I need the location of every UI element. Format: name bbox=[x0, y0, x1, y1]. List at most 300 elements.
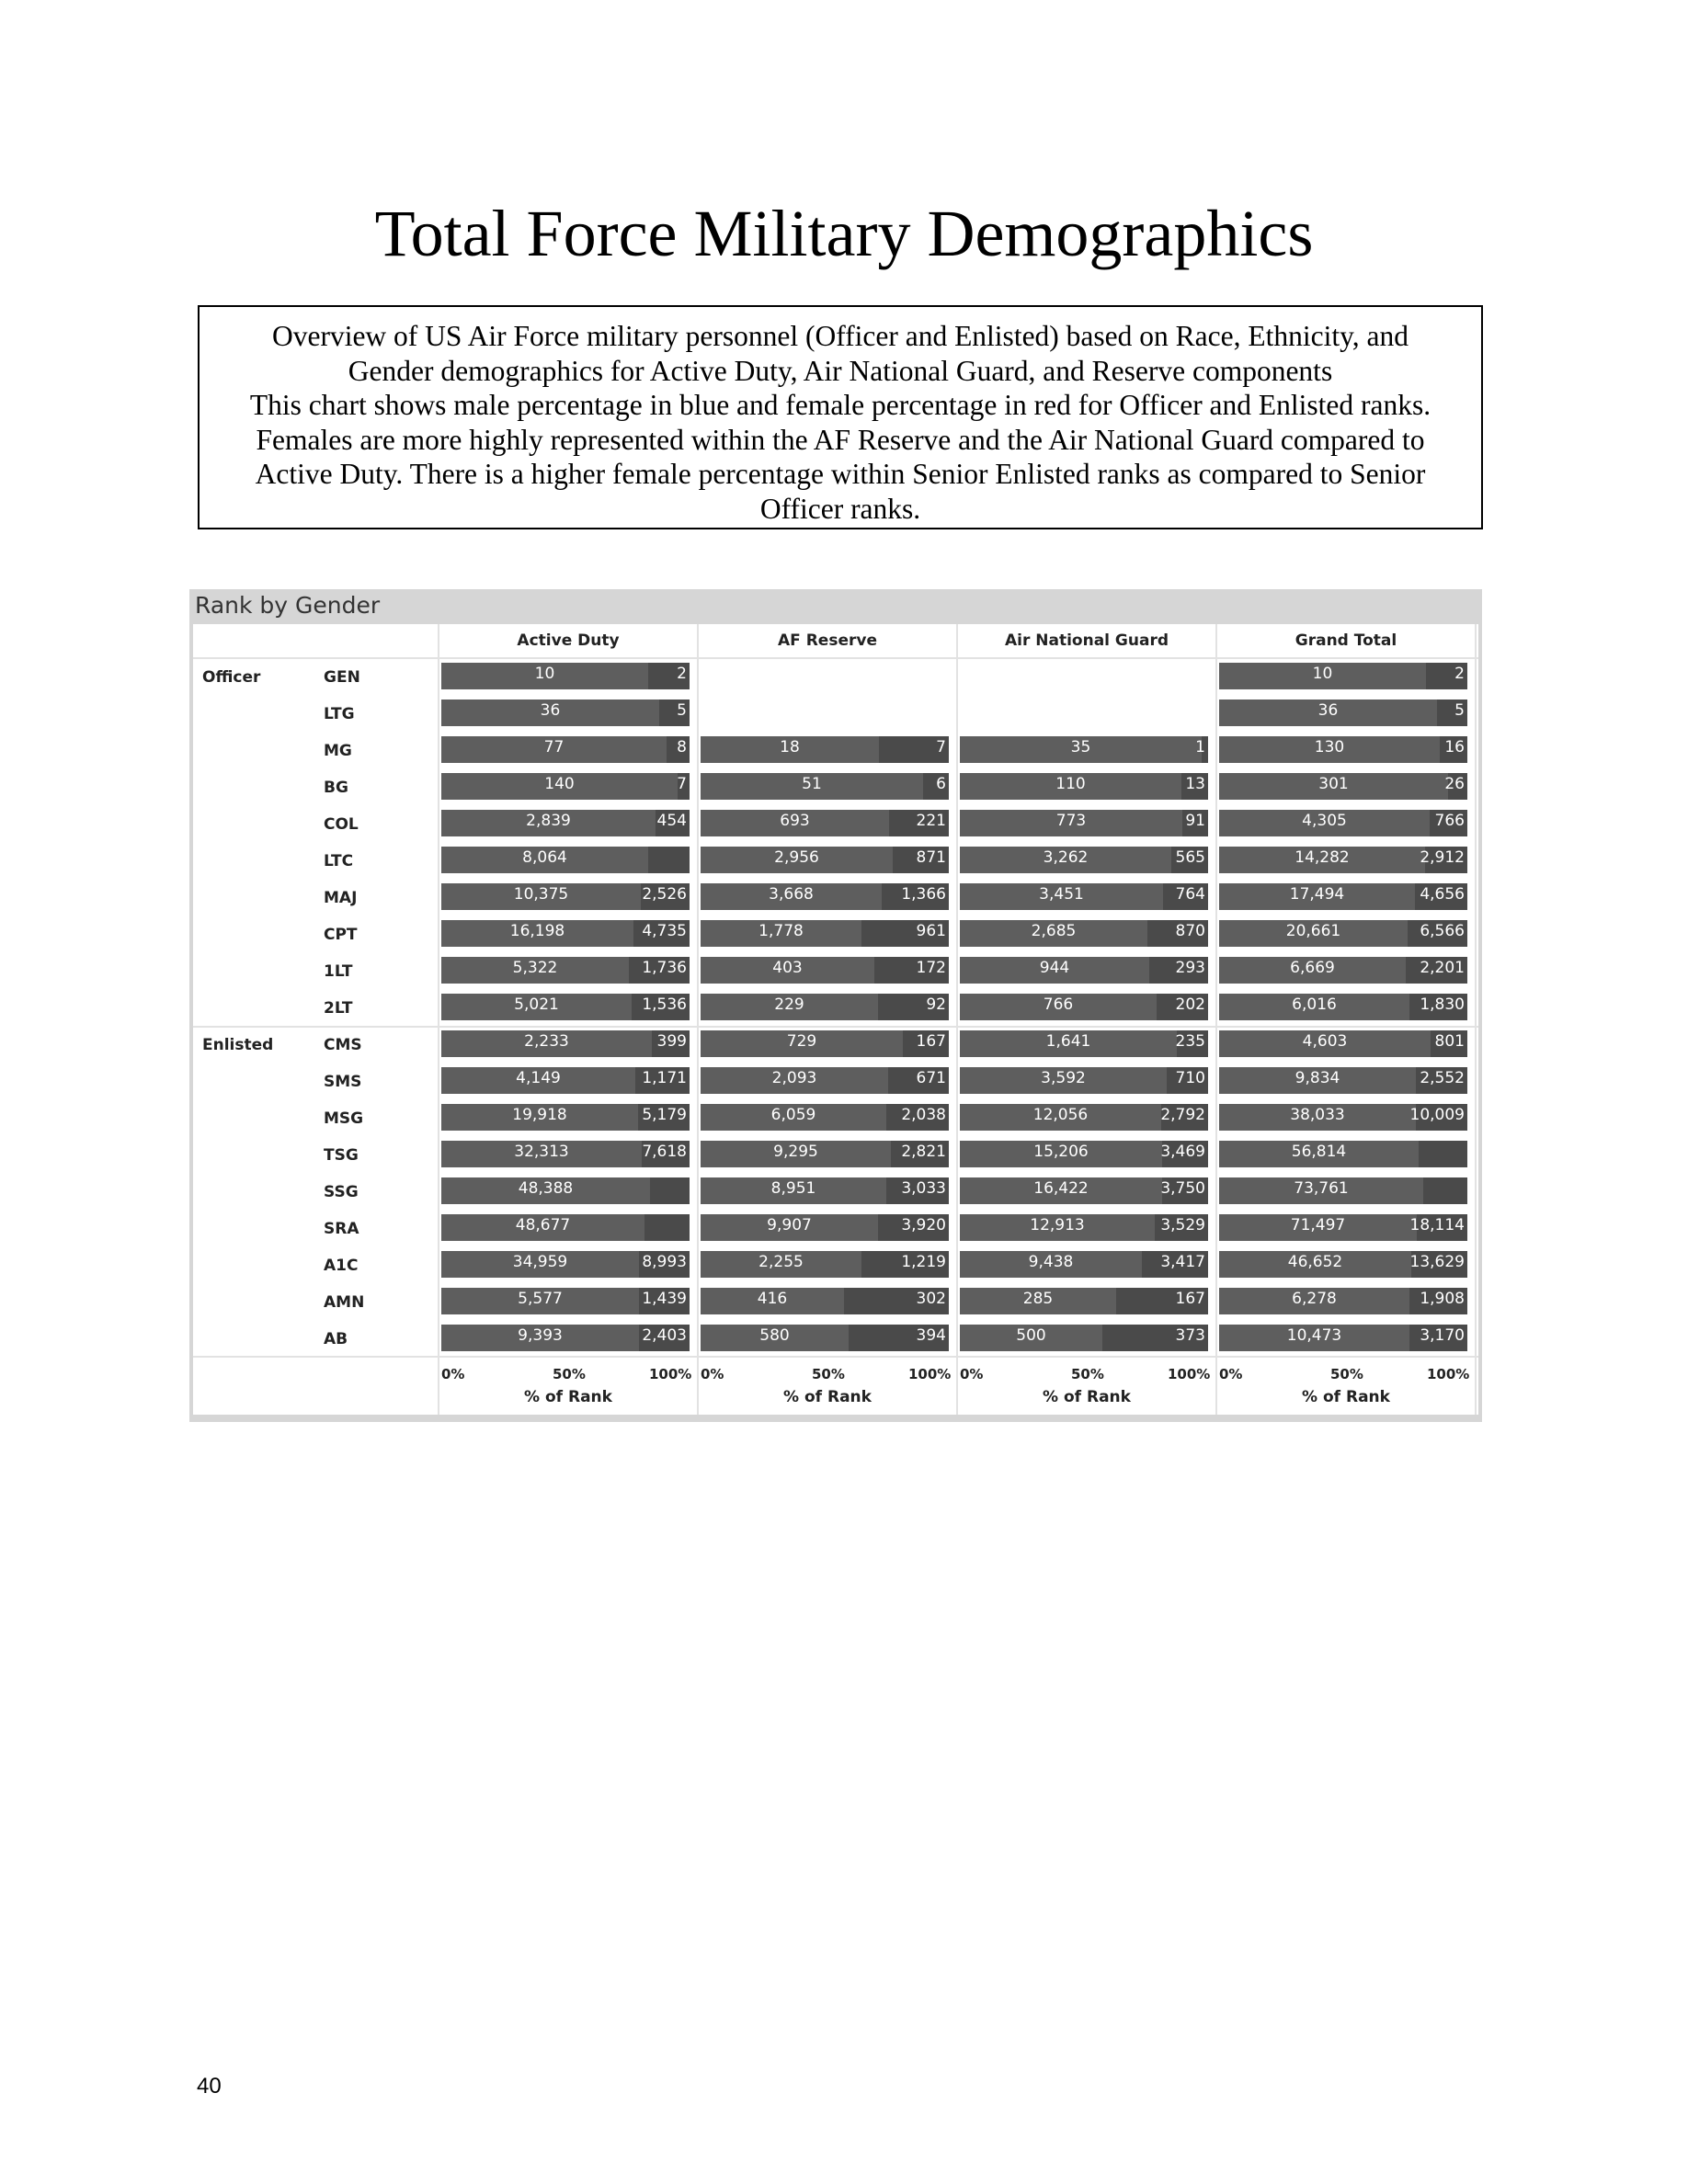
stacked-bar bbox=[701, 994, 949, 1020]
male-segment bbox=[960, 1104, 1161, 1131]
male-segment bbox=[960, 1141, 1162, 1167]
column-header: AF Reserve bbox=[778, 631, 877, 650]
female-segment bbox=[1415, 883, 1467, 910]
stacked-bar bbox=[441, 1177, 690, 1204]
male-value-label: 16,198 bbox=[509, 922, 565, 940]
stacked-bar bbox=[960, 847, 1208, 873]
male-segment bbox=[701, 883, 882, 910]
male-segment bbox=[441, 1214, 644, 1241]
rank-label: SRA bbox=[324, 1220, 359, 1238]
female-value-label: 7,618 bbox=[642, 1143, 687, 1161]
male-segment bbox=[701, 1177, 886, 1204]
female-value-label: 167 bbox=[916, 1032, 946, 1051]
male-segment bbox=[1219, 1177, 1423, 1204]
female-segment bbox=[1161, 1104, 1208, 1131]
male-segment bbox=[441, 847, 648, 873]
column-divider bbox=[1215, 624, 1217, 1415]
female-segment bbox=[639, 1288, 690, 1314]
stacked-bar bbox=[1219, 1030, 1467, 1057]
male-segment bbox=[701, 920, 861, 947]
male-value-label: 3,451 bbox=[1039, 885, 1084, 904]
female-value-label: 18,114 bbox=[1409, 1216, 1465, 1234]
male-value-label: 5,577 bbox=[518, 1290, 563, 1308]
female-value-label: 293 bbox=[1175, 959, 1205, 977]
female-value-label: 8 bbox=[677, 738, 687, 756]
female-segment bbox=[1167, 1067, 1208, 1094]
female-segment bbox=[639, 1325, 690, 1351]
female-value-label: 3,750 bbox=[1160, 1179, 1205, 1198]
male-segment bbox=[1219, 663, 1426, 689]
male-segment bbox=[1219, 1251, 1411, 1278]
column-divider bbox=[438, 624, 439, 1415]
rank-label: MSG bbox=[324, 1109, 364, 1128]
female-value-label: 7 bbox=[677, 775, 687, 793]
stacked-bar bbox=[441, 773, 690, 800]
female-segment bbox=[861, 1251, 949, 1278]
x-tick-label: 0% bbox=[701, 1366, 724, 1382]
male-value-label: 285 bbox=[1022, 1290, 1054, 1308]
x-tick-label: 0% bbox=[1219, 1366, 1243, 1382]
column-header: Grand Total bbox=[1295, 631, 1397, 650]
female-segment bbox=[1411, 1251, 1467, 1278]
stacked-bar bbox=[441, 1288, 690, 1314]
male-value-label: 48,677 bbox=[515, 1216, 571, 1234]
male-value-label: 693 bbox=[780, 812, 810, 830]
male-segment bbox=[441, 1177, 650, 1204]
male-value-label: 14,282 bbox=[1295, 848, 1350, 867]
male-segment bbox=[960, 1030, 1177, 1057]
male-value-label: 10 bbox=[534, 665, 555, 683]
female-segment bbox=[1116, 1288, 1208, 1314]
female-value-label: 1,219 bbox=[901, 1253, 946, 1271]
rank-label: CPT bbox=[324, 926, 358, 944]
male-value-label: 5,322 bbox=[512, 959, 558, 977]
female-segment bbox=[886, 1177, 949, 1204]
x-tick-label: 100% bbox=[1168, 1366, 1211, 1382]
x-tick-label: 100% bbox=[649, 1366, 692, 1382]
rank-label: GEN bbox=[324, 668, 360, 687]
stacked-bar bbox=[960, 1214, 1208, 1241]
female-value-label: 235 bbox=[1175, 1032, 1205, 1051]
female-segment bbox=[650, 1177, 690, 1204]
rank-by-gender-dashboard bbox=[189, 589, 1482, 1422]
male-segment bbox=[960, 810, 1182, 836]
stacked-bar bbox=[441, 1251, 690, 1278]
rank-label: AMN bbox=[324, 1293, 365, 1312]
female-segment bbox=[629, 957, 690, 984]
female-segment bbox=[642, 1141, 690, 1167]
male-segment bbox=[960, 1177, 1162, 1204]
female-segment bbox=[1409, 1214, 1467, 1241]
rank-label: MG bbox=[324, 742, 352, 760]
male-segment bbox=[701, 1325, 849, 1351]
female-segment bbox=[1195, 736, 1208, 763]
male-segment bbox=[1219, 994, 1409, 1020]
stacked-bar bbox=[960, 920, 1208, 947]
female-segment bbox=[1416, 1067, 1467, 1094]
male-segment bbox=[960, 1251, 1142, 1278]
female-value-label: 6,566 bbox=[1420, 922, 1465, 940]
intro-line: Officer ranks. bbox=[759, 492, 921, 525]
female-segment bbox=[1409, 1325, 1467, 1351]
male-value-label: 9,438 bbox=[1028, 1253, 1074, 1271]
stacked-bar bbox=[1219, 1288, 1467, 1314]
male-value-label: 17,494 bbox=[1289, 885, 1345, 904]
stacked-bar bbox=[1219, 847, 1467, 873]
stacked-bar bbox=[960, 1141, 1208, 1167]
female-value-label: 3,417 bbox=[1160, 1253, 1205, 1271]
female-segment bbox=[1426, 663, 1467, 689]
page-number: 40 bbox=[197, 2074, 222, 2099]
male-segment bbox=[701, 1030, 903, 1057]
stacked-bar bbox=[1219, 1104, 1467, 1131]
male-segment bbox=[441, 883, 641, 910]
female-value-label: 454 bbox=[656, 812, 687, 830]
rank-label: AB bbox=[324, 1330, 348, 1348]
male-segment bbox=[701, 847, 893, 873]
female-segment bbox=[893, 847, 949, 873]
male-segment bbox=[701, 810, 889, 836]
female-segment bbox=[1420, 847, 1467, 873]
stacked-bar bbox=[701, 810, 949, 836]
female-value-label: 399 bbox=[656, 1032, 687, 1051]
rank-label: COL bbox=[324, 815, 359, 834]
stacked-bar bbox=[960, 883, 1208, 910]
female-segment bbox=[878, 1214, 949, 1241]
stacked-bar bbox=[1219, 883, 1467, 910]
female-segment bbox=[1431, 1030, 1467, 1057]
female-value-label: 764 bbox=[1175, 885, 1205, 904]
stacked-bar bbox=[1219, 1214, 1467, 1241]
female-segment bbox=[1409, 994, 1467, 1020]
male-value-label: 36 bbox=[540, 701, 561, 720]
female-value-label: 13,629 bbox=[1409, 1253, 1465, 1271]
male-segment bbox=[1219, 1288, 1409, 1314]
rank-label: A1C bbox=[324, 1257, 359, 1275]
female-value-label: 5,179 bbox=[642, 1106, 687, 1124]
male-segment bbox=[1219, 1141, 1419, 1167]
male-value-label: 35 bbox=[1070, 738, 1091, 756]
male-value-label: 38,033 bbox=[1290, 1106, 1345, 1124]
rank-label: LTC bbox=[324, 852, 354, 870]
x-axis-label: % of Rank bbox=[1043, 1388, 1131, 1406]
male-value-label: 16,422 bbox=[1033, 1179, 1089, 1198]
stacked-bar bbox=[441, 1030, 690, 1057]
stacked-bar bbox=[1219, 773, 1467, 800]
female-value-label: 302 bbox=[916, 1290, 946, 1308]
female-segment bbox=[888, 1067, 949, 1094]
intro-line: Active Duty. There is a higher female percentage within Senior Enlisted ranks as compared to Senior bbox=[255, 458, 1426, 490]
male-segment bbox=[960, 994, 1157, 1020]
stacked-bar bbox=[1219, 736, 1467, 763]
female-segment bbox=[1437, 700, 1467, 726]
stacked-bar bbox=[960, 1325, 1208, 1351]
male-value-label: 1,778 bbox=[758, 922, 804, 940]
male-value-label: 2,233 bbox=[524, 1032, 569, 1051]
x-tick-label: 50% bbox=[1071, 1366, 1104, 1382]
male-value-label: 6,016 bbox=[1292, 995, 1337, 1014]
stacked-bar bbox=[701, 1251, 949, 1278]
male-value-label: 51 bbox=[802, 775, 822, 793]
stacked-bar bbox=[701, 1288, 949, 1314]
group-label: Officer bbox=[202, 668, 261, 687]
female-value-label: 1,908 bbox=[1420, 1290, 1465, 1308]
x-tick-label: 100% bbox=[1427, 1366, 1470, 1382]
female-segment bbox=[1423, 1177, 1467, 1204]
header-divider bbox=[193, 657, 1478, 659]
male-value-label: 15,206 bbox=[1033, 1143, 1089, 1161]
stacked-bar bbox=[1219, 700, 1467, 726]
female-segment bbox=[849, 1325, 949, 1351]
male-value-label: 500 bbox=[1016, 1326, 1046, 1345]
male-segment bbox=[441, 957, 629, 984]
male-segment bbox=[441, 810, 656, 836]
stacked-bar bbox=[960, 773, 1208, 800]
stacked-bar bbox=[441, 1325, 690, 1351]
female-value-label: 8,993 bbox=[642, 1253, 687, 1271]
male-value-label: 56,814 bbox=[1291, 1143, 1347, 1161]
male-segment bbox=[960, 883, 1163, 910]
male-value-label: 2,956 bbox=[774, 848, 819, 867]
column-divider bbox=[1475, 624, 1477, 1415]
male-segment bbox=[1219, 1104, 1416, 1131]
female-segment bbox=[667, 736, 690, 763]
stacked-bar bbox=[1219, 663, 1467, 689]
stacked-bar bbox=[701, 847, 949, 873]
male-value-label: 2,839 bbox=[526, 812, 571, 830]
stacked-bar bbox=[441, 920, 690, 947]
female-segment bbox=[648, 663, 690, 689]
male-value-label: 110 bbox=[1055, 775, 1086, 793]
male-segment bbox=[960, 847, 1171, 873]
female-value-label: 4,656 bbox=[1420, 885, 1465, 904]
female-value-label: 3,529 bbox=[1160, 1216, 1205, 1234]
x-axis-label: % of Rank bbox=[1302, 1388, 1390, 1406]
male-value-label: 18 bbox=[780, 738, 800, 756]
female-segment bbox=[639, 1251, 690, 1278]
male-value-label: 77 bbox=[543, 738, 565, 756]
stacked-bar bbox=[441, 1104, 690, 1131]
male-segment bbox=[1219, 1030, 1431, 1057]
male-value-label: 73,761 bbox=[1294, 1179, 1349, 1198]
x-tick-label: 0% bbox=[960, 1366, 984, 1382]
stacked-bar bbox=[701, 736, 949, 763]
stacked-bar bbox=[701, 957, 949, 984]
male-segment bbox=[441, 663, 648, 689]
x-tick-label: 50% bbox=[1330, 1366, 1363, 1382]
female-value-label: 2,038 bbox=[901, 1106, 946, 1124]
male-segment bbox=[441, 1141, 642, 1167]
male-segment bbox=[960, 1067, 1167, 1094]
male-value-label: 301 bbox=[1318, 775, 1349, 793]
female-segment bbox=[1149, 957, 1208, 984]
male-value-label: 2,093 bbox=[771, 1069, 817, 1087]
chart-grid bbox=[193, 624, 1478, 1415]
female-value-label: 1,830 bbox=[1420, 995, 1465, 1014]
male-value-label: 3,668 bbox=[769, 885, 814, 904]
male-value-label: 4,603 bbox=[1302, 1032, 1348, 1051]
female-value-label: 2,912 bbox=[1420, 848, 1465, 867]
stacked-bar bbox=[960, 736, 1208, 763]
rank-label: TSG bbox=[324, 1146, 359, 1165]
male-value-label: 2,255 bbox=[758, 1253, 804, 1271]
female-value-label: 5 bbox=[1454, 701, 1465, 720]
female-value-label: 710 bbox=[1175, 1069, 1205, 1087]
female-value-label: 3,469 bbox=[1160, 1143, 1205, 1161]
male-value-label: 4,305 bbox=[1302, 812, 1347, 830]
female-value-label: 1,366 bbox=[901, 885, 946, 904]
male-value-label: 2,685 bbox=[1031, 922, 1077, 940]
female-value-label: 13 bbox=[1185, 775, 1205, 793]
female-value-label: 2 bbox=[1454, 665, 1465, 683]
female-segment bbox=[844, 1288, 949, 1314]
female-value-label: 92 bbox=[926, 995, 946, 1014]
female-value-label: 7 bbox=[936, 738, 946, 756]
female-segment bbox=[659, 700, 690, 726]
female-value-label: 766 bbox=[1434, 812, 1465, 830]
female-value-label: 6 bbox=[936, 775, 946, 793]
female-segment bbox=[1409, 1104, 1467, 1131]
male-segment bbox=[441, 1251, 639, 1278]
stacked-bar bbox=[441, 1067, 690, 1094]
female-value-label: 16 bbox=[1444, 738, 1465, 756]
female-value-label: 801 bbox=[1434, 1032, 1465, 1051]
female-segment bbox=[641, 883, 690, 910]
female-value-label: 1,736 bbox=[642, 959, 687, 977]
male-segment bbox=[1219, 773, 1448, 800]
male-value-label: 5,021 bbox=[514, 995, 559, 1014]
stacked-bar bbox=[701, 1104, 949, 1131]
intro-line: Females are more highly represented within the AF Reserve and the Air National Guard compared to bbox=[256, 423, 1425, 456]
stacked-bar bbox=[960, 1251, 1208, 1278]
x-tick-label: 100% bbox=[908, 1366, 952, 1382]
stacked-bar bbox=[960, 810, 1208, 836]
female-segment bbox=[678, 773, 690, 800]
female-segment bbox=[1409, 1288, 1467, 1314]
male-value-label: 32,313 bbox=[514, 1143, 569, 1161]
male-value-label: 773 bbox=[1055, 812, 1087, 830]
male-value-label: 8,064 bbox=[522, 848, 567, 867]
male-value-label: 36 bbox=[1317, 701, 1339, 720]
intro-line: This chart shows male percentage in blue and female percentage in red for Officer and Enlisted ranks. bbox=[249, 389, 1431, 421]
column-divider bbox=[956, 624, 958, 1415]
stacked-bar bbox=[960, 1104, 1208, 1131]
male-segment bbox=[701, 1067, 888, 1094]
stacked-bar bbox=[441, 1214, 690, 1241]
male-segment bbox=[1219, 883, 1415, 910]
male-value-label: 416 bbox=[757, 1290, 788, 1308]
stacked-bar bbox=[1219, 1177, 1467, 1204]
female-value-label: 394 bbox=[916, 1326, 946, 1345]
stacked-bar bbox=[441, 883, 690, 910]
female-value-label: 961 bbox=[916, 922, 946, 940]
male-segment bbox=[1219, 700, 1437, 726]
stacked-bar bbox=[701, 920, 949, 947]
intro-line: Overview of US Air Force military personnel (Officer and Enlisted) based on Race, Ethnicity, and bbox=[271, 320, 1409, 352]
female-value-label: 167 bbox=[1175, 1290, 1205, 1308]
stacked-bar bbox=[960, 1288, 1208, 1314]
column-divider bbox=[697, 624, 699, 1415]
male-segment bbox=[1219, 1214, 1417, 1241]
male-value-label: 4,149 bbox=[516, 1069, 561, 1087]
female-segment bbox=[879, 736, 949, 763]
female-value-label: 1 bbox=[1195, 738, 1205, 756]
rank-label: 1LT bbox=[324, 962, 353, 981]
axis-divider bbox=[193, 1356, 1478, 1358]
male-segment bbox=[441, 1067, 635, 1094]
male-value-label: 34,959 bbox=[512, 1253, 568, 1271]
male-segment bbox=[701, 1141, 891, 1167]
female-value-label: 5 bbox=[677, 701, 687, 720]
male-segment bbox=[441, 736, 667, 763]
rank-label: SMS bbox=[324, 1073, 362, 1091]
female-segment bbox=[1163, 883, 1208, 910]
male-segment bbox=[960, 920, 1147, 947]
male-value-label: 8,951 bbox=[770, 1179, 816, 1198]
female-segment bbox=[878, 994, 949, 1020]
female-segment bbox=[886, 1104, 949, 1131]
female-segment bbox=[1181, 773, 1208, 800]
female-segment bbox=[656, 810, 690, 836]
stacked-bar bbox=[441, 663, 690, 689]
male-value-label: 20,661 bbox=[1285, 922, 1341, 940]
female-segment bbox=[1157, 994, 1208, 1020]
female-segment bbox=[1444, 773, 1467, 800]
male-value-label: 6,059 bbox=[770, 1106, 816, 1124]
female-segment bbox=[891, 1141, 949, 1167]
male-segment bbox=[1219, 736, 1440, 763]
male-segment bbox=[701, 994, 878, 1020]
male-value-label: 729 bbox=[786, 1032, 817, 1051]
male-segment bbox=[1219, 920, 1408, 947]
rank-label: MAJ bbox=[324, 889, 358, 907]
x-axis-label: % of Rank bbox=[783, 1388, 872, 1406]
female-segment bbox=[1162, 1141, 1208, 1167]
female-segment bbox=[889, 810, 949, 836]
stacked-bar bbox=[1219, 1067, 1467, 1094]
female-segment bbox=[1155, 1214, 1208, 1241]
stacked-bar bbox=[1219, 1141, 1467, 1167]
stacked-bar bbox=[441, 994, 690, 1020]
stacked-bar bbox=[441, 957, 690, 984]
male-value-label: 9,834 bbox=[1295, 1069, 1340, 1087]
female-value-label: 373 bbox=[1175, 1326, 1205, 1345]
male-value-label: 46,652 bbox=[1287, 1253, 1343, 1271]
page-title: Total Force Military Demographics bbox=[374, 197, 1314, 270]
female-segment bbox=[1102, 1325, 1208, 1351]
female-value-label: 2,526 bbox=[642, 885, 687, 904]
female-value-label: 26 bbox=[1444, 775, 1465, 793]
male-segment bbox=[960, 736, 1202, 763]
stacked-bar bbox=[701, 883, 949, 910]
male-segment bbox=[701, 773, 923, 800]
stacked-bar bbox=[701, 1325, 949, 1351]
female-value-label: 1,439 bbox=[642, 1290, 687, 1308]
female-segment bbox=[1440, 736, 1467, 763]
female-segment bbox=[1408, 920, 1467, 947]
male-value-label: 10,375 bbox=[513, 885, 569, 904]
female-segment bbox=[874, 957, 949, 984]
stacked-bar bbox=[960, 1177, 1208, 1204]
female-segment bbox=[648, 847, 690, 873]
female-segment bbox=[638, 1104, 690, 1131]
male-segment bbox=[1219, 810, 1430, 836]
stacked-bar bbox=[441, 1141, 690, 1167]
male-value-label: 766 bbox=[1043, 995, 1074, 1014]
stacked-bar bbox=[960, 1030, 1208, 1057]
female-value-label: 3,920 bbox=[901, 1216, 946, 1234]
female-segment bbox=[1430, 810, 1467, 836]
